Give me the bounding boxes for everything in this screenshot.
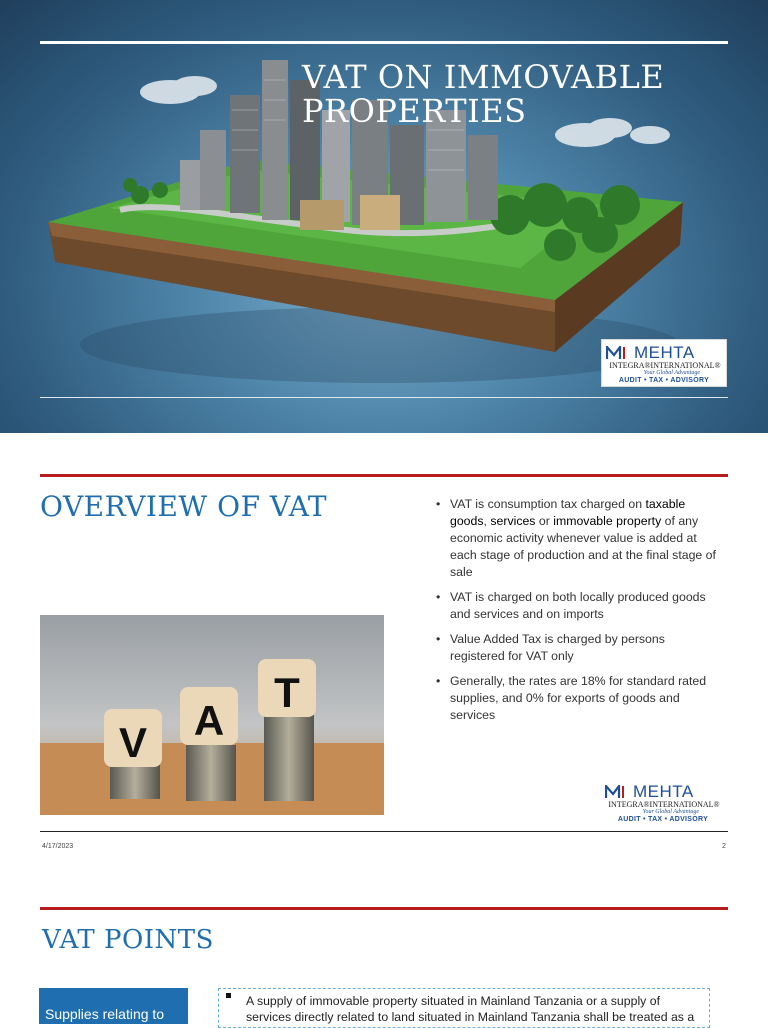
header-rule bbox=[40, 474, 728, 477]
top-rule bbox=[40, 41, 728, 44]
mehta-logo-mark-icon bbox=[605, 785, 631, 799]
point-text: A supply of immovable property situated in Mainland Tanzania or a supply of services directly related to land situated in Mainland Tanzania shall be treated as a bbox=[246, 994, 695, 1024]
category-box bbox=[39, 988, 188, 1024]
cube-letter-v: V bbox=[118, 719, 148, 766]
keyword-immovable-property: immovable property bbox=[553, 514, 662, 528]
bullet-separator: , bbox=[483, 514, 491, 528]
bullet-item bbox=[436, 673, 722, 724]
bullet-item bbox=[436, 496, 722, 581]
title-slide bbox=[0, 0, 768, 433]
slide-title: VAT ON IMMOVABLE PROPERTIES bbox=[302, 58, 665, 130]
mehta-logo bbox=[601, 779, 727, 827]
mehta-logo bbox=[601, 339, 727, 387]
bullet-text: Value Added Tax is charged by persons registered for VAT only bbox=[450, 632, 665, 663]
keyword-taxable-goods: taxable goods bbox=[450, 497, 686, 528]
cube-letter-a: A bbox=[193, 697, 225, 744]
logo-name: MEHTA bbox=[634, 343, 695, 362]
bullet-marker: • bbox=[436, 590, 441, 604]
slide-date: 4/17/2023 bbox=[42, 843, 74, 850]
cube-letter-t: T bbox=[274, 669, 300, 716]
logo-network: INTEGRA®INTERNATIONAL® bbox=[608, 800, 720, 809]
logo-network: INTEGRA®INTERNATIONAL® bbox=[609, 361, 721, 370]
bottom-rule bbox=[40, 397, 728, 398]
logo-tagline: Your Global Advantage bbox=[642, 809, 699, 815]
keyword-services: services bbox=[490, 514, 536, 528]
bullet-marker: • bbox=[436, 497, 441, 511]
bullet-text: of any economic activity whenever value is added at each stage of production and at the final stage of sale bbox=[450, 514, 716, 579]
slide-title: VAT POINTS bbox=[42, 925, 214, 955]
bullet-text: VAT is consumption tax charged on bbox=[450, 497, 646, 511]
bullet-marker: • bbox=[436, 632, 441, 646]
bullet-marker: • bbox=[436, 674, 441, 688]
logo-services: AUDIT • TAX • ADVISORY bbox=[618, 377, 710, 384]
overview-bullets bbox=[436, 496, 722, 732]
bullet-item bbox=[436, 631, 722, 665]
category-label: Supplies relating to bbox=[45, 1006, 165, 1022]
logo-services: AUDIT • TAX • ADVISORY bbox=[617, 816, 709, 823]
footer-rule bbox=[40, 831, 728, 832]
bullet-text: VAT is charged on both locally produced goods and services and on imports bbox=[450, 590, 706, 621]
vat-coins-photo bbox=[40, 615, 384, 815]
logo-name: MEHTA bbox=[633, 782, 694, 801]
slide-title: OVERVIEW OF VAT bbox=[40, 490, 328, 523]
slide-number: 2 bbox=[722, 843, 726, 850]
mehta-logo-mark-icon bbox=[606, 346, 632, 360]
bullet-item bbox=[436, 589, 722, 623]
logo-tagline: Your Global Advantage bbox=[643, 370, 700, 376]
header-rule bbox=[40, 907, 728, 910]
bullet-separator: or bbox=[535, 514, 554, 528]
square-bullet-icon bbox=[226, 993, 231, 998]
bullet-text: Generally, the rates are 18% for standard rated supplies, and 0% for exports of goods and services bbox=[450, 674, 707, 722]
